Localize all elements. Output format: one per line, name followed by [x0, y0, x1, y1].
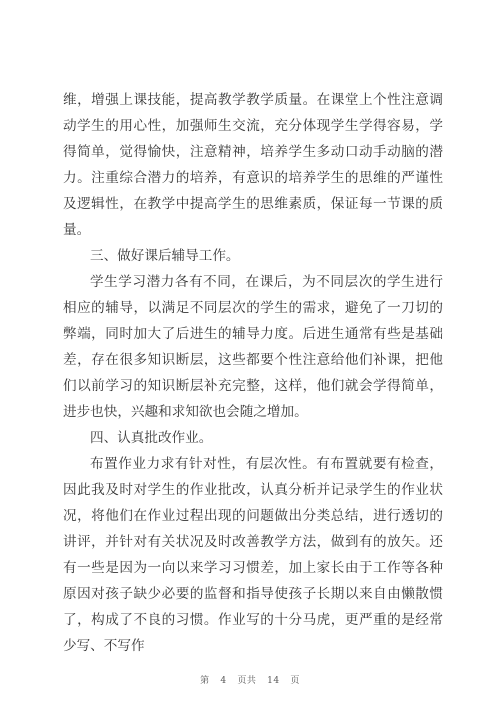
paragraph-tutoring: 学生学习潜力各有不同，在课后，为不同层次的学生进行相应的辅导，以满足不同层次的学生的需求，避免了一刀切的弊端，同时加大了后进生的辅导力度。后进生通常有些是基础差，存在很多知识断层，这些都要个性注意给他们补课，把他们以前学习的知识断层补充完整，这样，他们就会学得简单，进步也快，兴趣和求知欲也会随之增加。 — [63, 274, 443, 420]
paragraph-homework: 布置作业力求有针对性，有层次性。有布置就要有检查，因此我及时对学生的作业批改，认真分析并记录学生的作业状况，将他们在作业过程出现的问题做出分类总结，进行透切的讲评，并针对有关状况及时改善教学方法，做到有的放矢。还有一些是因为一向以来学习习惯差，加上家长由于工作等各种原因对孩子缺少必要的监督和指导使孩子长期以来自由懒散惯了，构成了不良的习惯。作业写的十分马虎，更严重的是经常少写、不写作 — [63, 456, 443, 654]
section-heading-homework-correction: 四、认真批改作业。 — [90, 430, 213, 446]
footer-prefix: 第 — [200, 676, 210, 686]
footer-middle: 页共 — [237, 676, 257, 686]
footer-current-page: 4 — [220, 676, 227, 686]
section-heading-after-class-tutoring: 三、做好课后辅导工作。 — [90, 248, 240, 264]
page-footer — [0, 673, 500, 686]
footer-total-pages: 14 — [267, 676, 280, 686]
footer-suffix: 页 — [290, 676, 300, 686]
paragraph-continuation: 维，增强上课技能，提高教学教学质量。在课堂上个性注意调动学生的用心性，加强师生交流，充分体现学生学得容易，学得简单，觉得愉快，注意精神，培养学生多动口动手动脑的潜力。注重综合潜力的培养，有意识的培养学生的思维的严谨性及逻辑性，在教学中提高学生的思维素质，保证每一节课的质量。 — [63, 92, 443, 238]
document-body — [63, 87, 443, 659]
